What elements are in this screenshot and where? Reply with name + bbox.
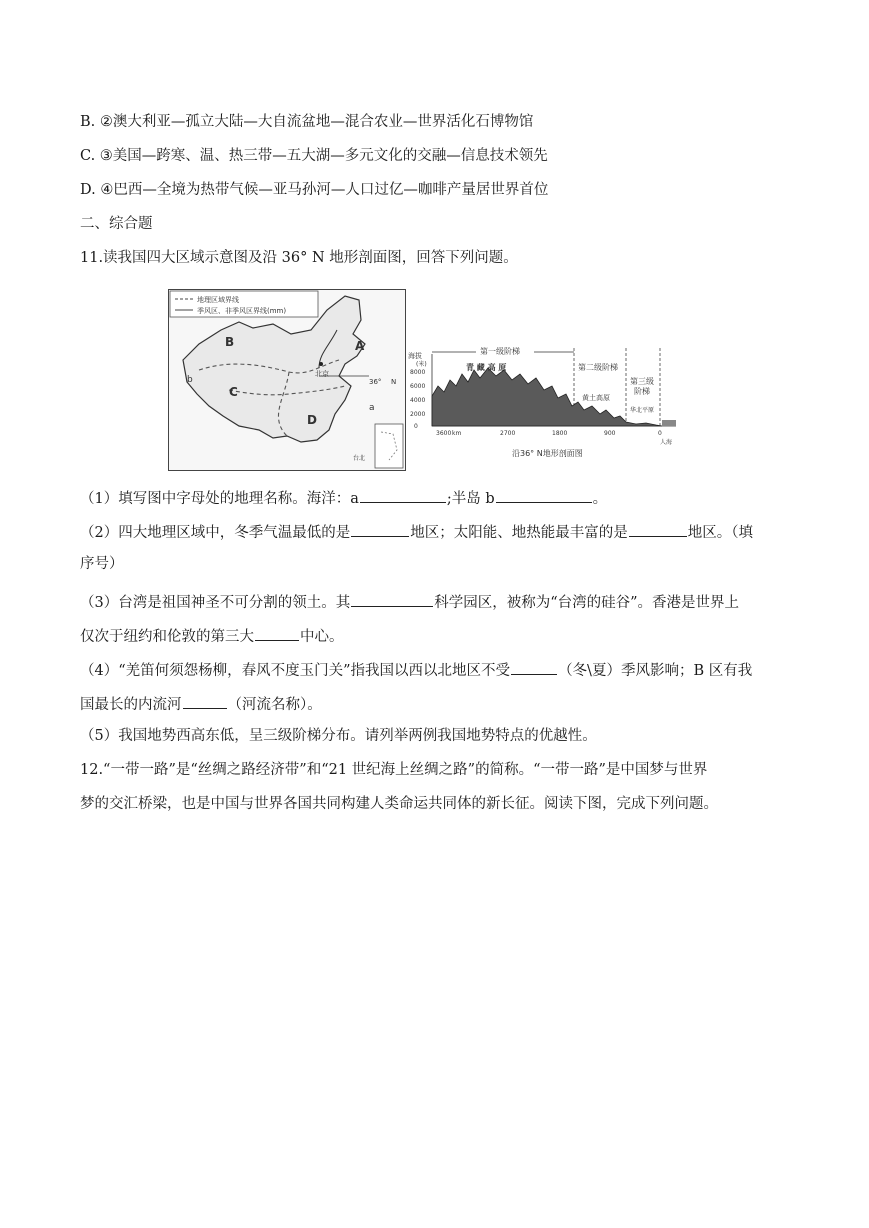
q11-sub4-line2 (80, 692, 322, 715)
q11-sub4-line1 (80, 658, 752, 681)
sea-block (662, 420, 676, 426)
x-tick-2700: 2700 (500, 430, 516, 437)
q11-sub2-text-b: 地区；太阳能、地热能最丰富的是 (410, 525, 628, 541)
y-tick-8000: 8000 (410, 369, 426, 376)
answer-blank-coldest-region[interactable] (351, 520, 409, 537)
x-unit: km (452, 430, 462, 437)
question-12-line1: 12.“一带一路”是“丝绸之路经济带”和“21 世纪海上丝绸之路”的简称。“一带一路”是中国梦与世界 (80, 762, 708, 778)
map-drawing (169, 290, 405, 470)
legend-text-region: 地理区域界线 (197, 296, 239, 304)
x-tick-900: 900 (604, 430, 616, 437)
q11-sub3-text-d: 中心。 (300, 629, 344, 645)
q11-sub4-text-c: 国最长的内流河 (80, 697, 182, 713)
label-step2: 第二级阶梯 (578, 363, 618, 372)
y-tick-6000: 6000 (410, 383, 426, 390)
q11-sub1-text-a: （1）填写图中字母处的地理名称。海洋：a (80, 491, 359, 507)
answer-blank-monsoon[interactable] (511, 658, 557, 675)
profile-y-unit: 海拔 (408, 352, 422, 360)
q11-sub1 (80, 486, 607, 509)
beijing-dot (319, 362, 323, 366)
q11-sub1-text-b: ;半岛 b (446, 491, 495, 507)
q11-sub2-line2: 序号） (80, 556, 124, 572)
y-tick-0: 0 (414, 423, 418, 430)
china-outline (183, 296, 365, 442)
q11-sub5: （5）我国地势西高东低，呈三级阶梯分布。请列举两例我国地势特点的优越性。 (80, 728, 597, 744)
label-n: N (391, 378, 397, 386)
q11-sub2-text-c: 地区。（填 (687, 525, 753, 541)
section-title: 二、综合题 (80, 216, 153, 232)
label-step3-b: 阶梯 (634, 387, 650, 396)
label-b: B (225, 335, 235, 349)
q11-sub2-text-a: （2）四大地理区域中，冬季气温最低的是 (80, 525, 351, 541)
y-tick-4000: 4000 (410, 397, 426, 404)
label-north-china-plain: 华北平原 (630, 407, 655, 414)
option-b: B. ②澳大利亚—孤立大陆—大自流盆地—混合农业—世界活化石博物馆 (80, 114, 534, 130)
x-tick-3600: 3600 (436, 430, 452, 437)
option-c: C. ③美国—跨寒、温、热三带—五大湖—多元文化的交融—信息技术领先 (80, 148, 548, 164)
q11-sub3-line2 (80, 624, 344, 647)
profile-drawing (406, 340, 688, 465)
q11-sub3-text-a: （3）台湾是祖国神圣不可分割的领土。其 (80, 595, 351, 611)
answer-blank-river[interactable] (183, 692, 227, 709)
terrain-silhouette (432, 368, 662, 426)
china-regions-map (168, 289, 406, 471)
south-china-sea-inset (375, 424, 403, 468)
answer-blank-peninsula-b[interactable] (496, 486, 592, 503)
terrain-profile-figure (406, 340, 688, 465)
answer-blank-solar-region[interactable] (629, 520, 687, 537)
answer-blank-hk-center[interactable] (255, 624, 299, 641)
label-b-peninsula: b (187, 375, 193, 385)
q11-sub3-line1 (80, 590, 739, 613)
label-sea: 人海 (660, 439, 673, 446)
y-tick-2000: 2000 (410, 411, 426, 418)
q11-sub4-text-d: （河流名称）。 (227, 697, 322, 713)
q11-sub2-line1 (80, 520, 753, 543)
x-tick-0: 0 (658, 430, 662, 437)
label-a-region: A (355, 339, 365, 353)
q11-sub4-text-a: （4）“羌笛何须怨杨柳，春风不度玉门关”指我国以西以北地区不受 (80, 663, 511, 679)
q11-sub3-text-c: 仅次于纽约和伦敦的第三大 (80, 629, 254, 645)
question-11-stem: 11.读我国四大区域示意图及沿 36° N 地形剖面图，回答下列问题。 (80, 250, 518, 266)
label-qinghai-tibet: 青 藏 高 原 (466, 363, 507, 372)
label-d: D (307, 413, 317, 427)
profile-caption: 沿36° N地形剖面图 (512, 449, 583, 458)
label-a-sea: a (369, 403, 375, 413)
label-beijing: 北京 (315, 370, 329, 378)
label-step1: 第一级阶梯 (480, 347, 520, 356)
q11-sub3-text-b: 科学园区，被称为“台湾的硅谷”。香港是世界上 (434, 595, 740, 611)
option-d: D. ④巴西—全境为热带气候—亚马孙河—人口过亿—咖啡产量居世界首位 (80, 182, 549, 198)
label-loess: 黄土高原 (582, 394, 610, 402)
legend-text-monsoon: 季风区、非季风区界线(mm) (197, 307, 287, 315)
profile-y-sub: (米) (416, 361, 427, 368)
label-36: 36° (369, 378, 382, 386)
label-taipei: 台北 (353, 455, 366, 462)
label-c: C (229, 385, 238, 399)
q11-sub4-text-b: （冬\夏）季风影响；B 区有我 (558, 663, 753, 679)
q11-sub1-text-c: 。 (592, 491, 608, 507)
answer-blank-science-park[interactable] (351, 590, 433, 607)
x-tick-1800: 1800 (552, 430, 568, 437)
answer-blank-sea-a[interactable] (360, 486, 446, 503)
question-12-line2: 梦的交汇桥梁，也是中国与世界各国共同构建人类命运共同体的新长征。阅读下图，完成下列问题。 (80, 796, 718, 812)
label-step3-a: 第三级 (630, 377, 654, 386)
